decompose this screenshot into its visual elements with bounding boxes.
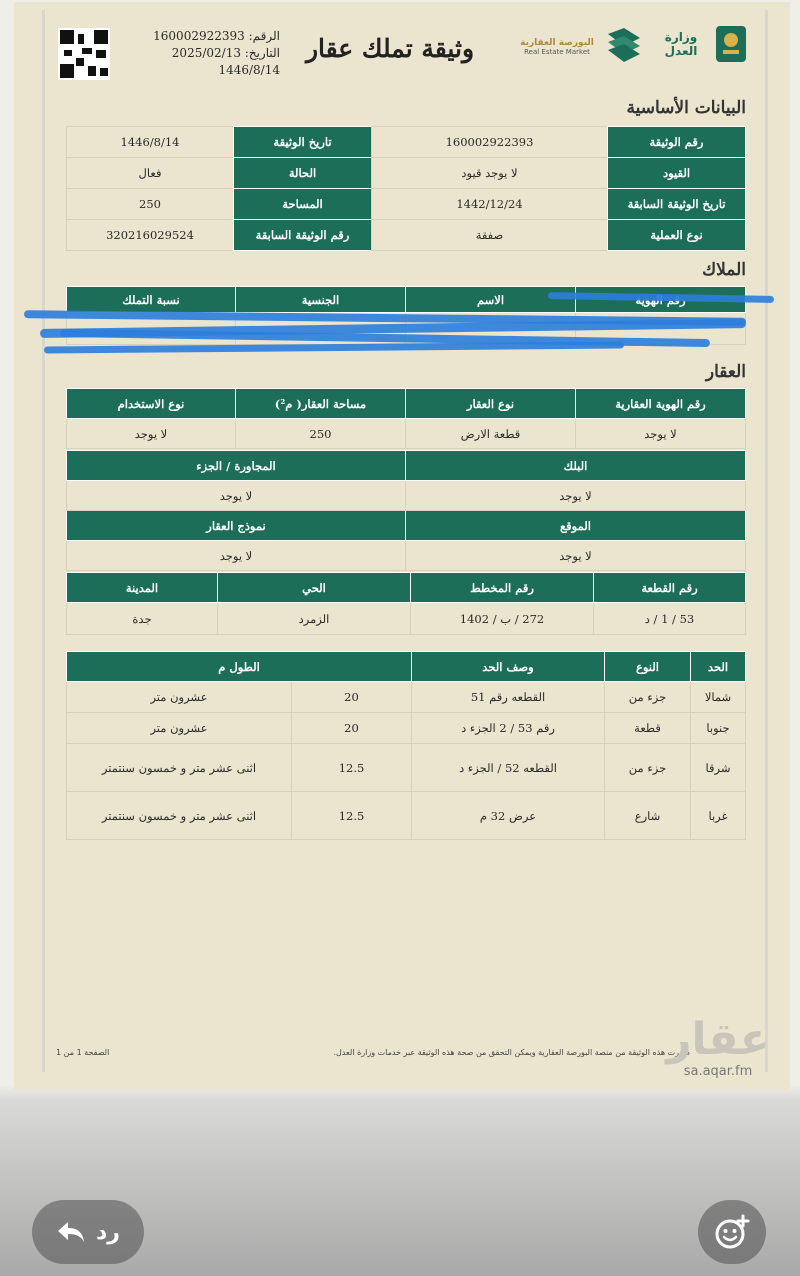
table-row [67, 744, 746, 792]
border-side: جنوبا [691, 713, 746, 744]
property-value: 53 / 1 / د [594, 603, 746, 635]
basic-label: تاريخ الوثيقة [234, 127, 372, 158]
property-value: لا يوجد [67, 419, 236, 449]
borders-header: النوع [605, 652, 691, 682]
table-row [67, 652, 746, 682]
basic-value: 250 [67, 189, 234, 220]
border-side: شرقا [691, 744, 746, 792]
table-row [67, 682, 746, 713]
basic-section-title: البيانات الأساسية [626, 98, 746, 118]
property-header: المجاورة / الجزء [67, 451, 406, 481]
table-row [67, 713, 746, 744]
table-row [67, 158, 746, 189]
table-row [67, 481, 746, 511]
property-value: لا يوجد [67, 481, 406, 511]
basic-value: 160002922393 [372, 127, 608, 158]
table-row [67, 573, 746, 603]
border-type: شارع [605, 792, 691, 840]
property-header: مساحة العقار( م²) [236, 389, 406, 419]
reply-arrow-icon [56, 1220, 86, 1244]
basic-label: الحالة [234, 158, 372, 189]
basic-label: القيود [608, 158, 746, 189]
number-label: الرقم: [248, 29, 280, 43]
property-header: المدينة [67, 573, 218, 603]
border-length-text: اثنى عشر متر و خمسون سنتمتر [67, 744, 292, 792]
property-header: نوع العقار [406, 389, 576, 419]
border-desc: رقم 53 / 2 الجزء د [412, 713, 605, 744]
property-header: رقم الهوية العقارية [576, 389, 746, 419]
add-reaction-button[interactable] [698, 1200, 766, 1264]
border-length: 12.5 [292, 744, 412, 792]
borders-header: وصف الحد [412, 652, 605, 682]
basic-label: رقم الوثيقة [608, 127, 746, 158]
table-row [67, 127, 746, 158]
document-title: وثيقة تملك عقار [305, 34, 475, 63]
property-value: لا يوجد [67, 541, 406, 571]
housing-logo-icon [604, 24, 644, 64]
table-row [67, 792, 746, 840]
watermark-text: عقار [666, 1014, 770, 1065]
basic-value: فعال [67, 158, 234, 189]
border-length-text: عشرون متر [67, 713, 292, 744]
property-header: نوع الاستخدام [67, 389, 236, 419]
property-header: رقم القطعة [594, 573, 746, 603]
qr-code [58, 28, 110, 80]
property-value: لا يوجد [576, 419, 746, 449]
table-row [67, 189, 746, 220]
property-header: البلك [406, 451, 746, 481]
property-section-title: العقار [705, 362, 746, 382]
table-row [67, 603, 746, 635]
basic-label: المساحة [234, 189, 372, 220]
table-row [67, 389, 746, 419]
date-label: التاريخ: [244, 46, 280, 60]
property-table-1 [66, 388, 746, 449]
border-length: 20 [292, 713, 412, 744]
property-header: الموقع [406, 511, 746, 541]
owners-header: الاسم [406, 287, 576, 313]
reem-logo-en: Real Estate Market [524, 48, 590, 56]
moj-logo-ar: وزارة العدل [664, 30, 698, 58]
basic-label: تاريخ الوثيقة السابقة [608, 189, 746, 220]
property-value: جدة [67, 603, 218, 635]
header-meta [150, 28, 280, 79]
footer-note: صدرت هذه الوثيقة من منصة البورصة العقارية ويمكن التحقق من صحة هذه الوثيقة عبر خدمات وزارة العدل. [333, 1048, 690, 1057]
moj-logo [650, 30, 712, 58]
border-side: شمالا [691, 682, 746, 713]
basic-label: رقم الوثيقة السابقة [234, 220, 372, 251]
footer-page: الصفحة 1 من 1 [56, 1048, 110, 1057]
table-row [67, 541, 746, 571]
property-header: الحي [218, 573, 411, 603]
border-desc: القطعه 52 / الجزء د [412, 744, 605, 792]
reem-logo [514, 38, 600, 56]
borders-header: الطول م [67, 652, 412, 682]
border-type: قطعة [605, 713, 691, 744]
borders-header: الحد [691, 652, 746, 682]
reply-button[interactable] [32, 1200, 144, 1264]
property-table-3 [66, 572, 746, 635]
border-length-text: اثنى عشر متر و خمسون سنتمتر [67, 792, 292, 840]
smiley-plus-icon [714, 1214, 750, 1250]
property-value: لا يوجد [406, 481, 746, 511]
basic-value: 1446/8/14 [67, 127, 234, 158]
date-greg: 2025/02/13 [171, 46, 241, 60]
aqar-watermark [658, 1016, 778, 1079]
border-side: غربا [691, 792, 746, 840]
table-row [67, 511, 746, 541]
owners-header: نسبة التملك [67, 287, 236, 313]
basic-value: صفقة [372, 220, 608, 251]
border-type: جزء من [605, 682, 691, 713]
basic-value: لا يوجد قيود [372, 158, 608, 189]
border-type: جزء من [605, 744, 691, 792]
basic-table [66, 126, 746, 251]
table-row [67, 220, 746, 251]
property-value: 250 [236, 419, 406, 449]
basic-value: 1442/12/24 [372, 189, 608, 220]
owners-header: الجنسية [236, 287, 406, 313]
basic-value: 320216029524 [67, 220, 234, 251]
basic-label: نوع العملية [608, 220, 746, 251]
border-desc: القطعه رقم 51 [412, 682, 605, 713]
border-length: 12.5 [292, 792, 412, 840]
table-row [67, 419, 746, 449]
borders-table [66, 651, 746, 840]
property-value: الزمرد [218, 603, 411, 635]
owners-section-title: الملاك [702, 260, 746, 280]
border-desc: عرض 32 م [412, 792, 605, 840]
property-header: نموذج العقار [67, 511, 406, 541]
property-header: رقم المخطط [411, 573, 594, 603]
border-length-text: عشرون متر [67, 682, 292, 713]
property-table-2 [66, 450, 746, 571]
property-value: قطعة الارض [406, 419, 576, 449]
date-hijri: 1446/8/14 [218, 63, 280, 77]
reem-logo-ar: البورصة العقارية [520, 38, 594, 48]
watermark-url: sa.aqar.fm [683, 1064, 753, 1079]
number-value: 160002922393 [153, 29, 245, 43]
reply-label: رد [96, 1219, 120, 1245]
property-value: لا يوجد [406, 541, 746, 571]
table-row [67, 451, 746, 481]
property-value: 272 / ب / 1402 [411, 603, 594, 635]
emblem-icon [714, 24, 748, 64]
border-length: 20 [292, 682, 412, 713]
